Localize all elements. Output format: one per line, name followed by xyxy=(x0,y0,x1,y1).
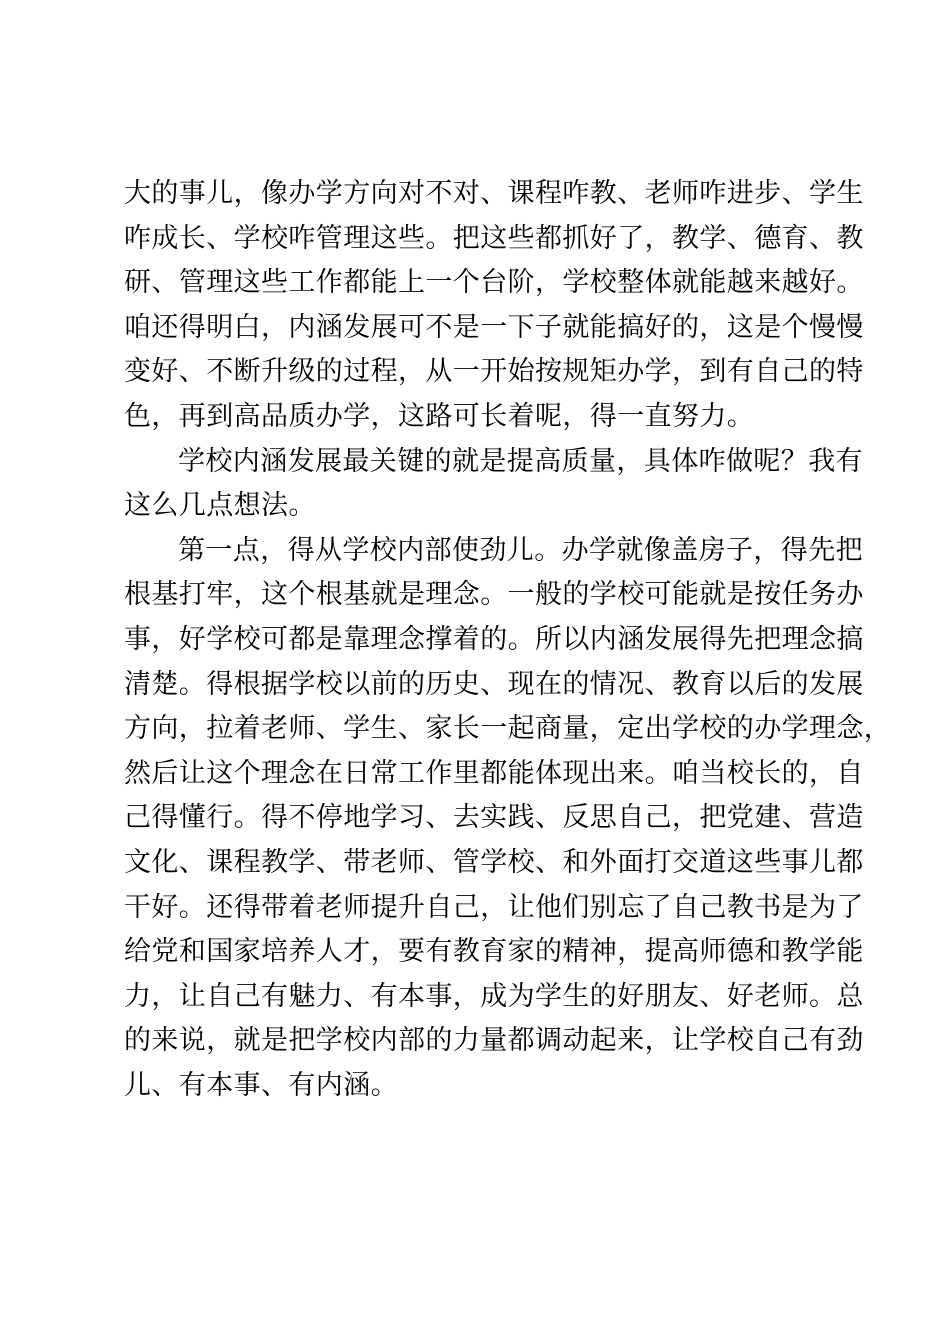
text-line: 第一点，得从学校内部使劲儿。办学就像盖房子，得先把 xyxy=(178,534,863,566)
body-text xyxy=(124,172,892,1108)
text-line: 学校内涵发展最关键的就是提高质量，具体咋做呢？我有 xyxy=(178,445,863,477)
text-line: 的来说，就是把学校内部的力量都调动起来，让学校自己有劲 xyxy=(124,1025,864,1057)
text-line: 事，好学校可都是靠理念撑着的。所以内涵发展得先把理念搞 xyxy=(124,623,864,655)
text-line: 儿、有本事、有内涵。 xyxy=(124,1069,398,1101)
text-line: 干好。还得带着老师提升自己，让他们别忘了自己教书是为了 xyxy=(124,891,864,923)
paragraph-continuation xyxy=(124,172,864,440)
text-line: 咱还得明白，内涵发展可不是一下子就能搞好的，这是个慢慢 xyxy=(124,311,864,343)
text-line: 清楚。得根据学校以前的历史、现在的情况、教育以后的发展 xyxy=(124,668,864,700)
text-line: 研、管理这些工作都能上一个台阶，学校整体就能越来越好。 xyxy=(124,267,864,299)
text-line: 己得懂行。得不停地学习、去实践、反思自己，把党建、营造 xyxy=(124,802,864,834)
text-line: 色，再到高品质办学，这路可长着呢，得一直努力。 xyxy=(124,400,755,432)
paragraph-key-quality xyxy=(124,440,863,529)
text-line: 根基打牢，这个根基就是理念。一般的学校可能就是按任务办 xyxy=(124,579,864,611)
text-line: 咋成长、学校咋管理这些。把这些都抓好了，教学、德育、教 xyxy=(124,222,864,254)
text-line: 变好、不断升级的过程，从一开始按规矩办学，到有自己的特 xyxy=(124,356,864,388)
paragraph-first-point xyxy=(124,529,892,1109)
text-line: 然后让这个理念在日常工作里都能体现出来。咱当校长的，自 xyxy=(124,757,864,789)
text-line: 文化、课程教学、带老师、管学校、和外面打交道这些事儿都 xyxy=(124,846,864,878)
text-line: 大的事儿，像办学方向对不对、课程咋教、老师咋进步、学生 xyxy=(124,178,864,209)
text-line: 力，让自己有魅力、有本事，成为学生的好朋友、好老师。总 xyxy=(124,980,864,1012)
text-line: 这么几点想法。 xyxy=(124,490,316,522)
text-line: 方向，拉着老师、学生、家长一起商量，定出学校的办学理念， xyxy=(124,713,892,745)
text-line: 给党和国家培养人才，要有教育家的精神，提高师德和教学能 xyxy=(124,936,864,968)
